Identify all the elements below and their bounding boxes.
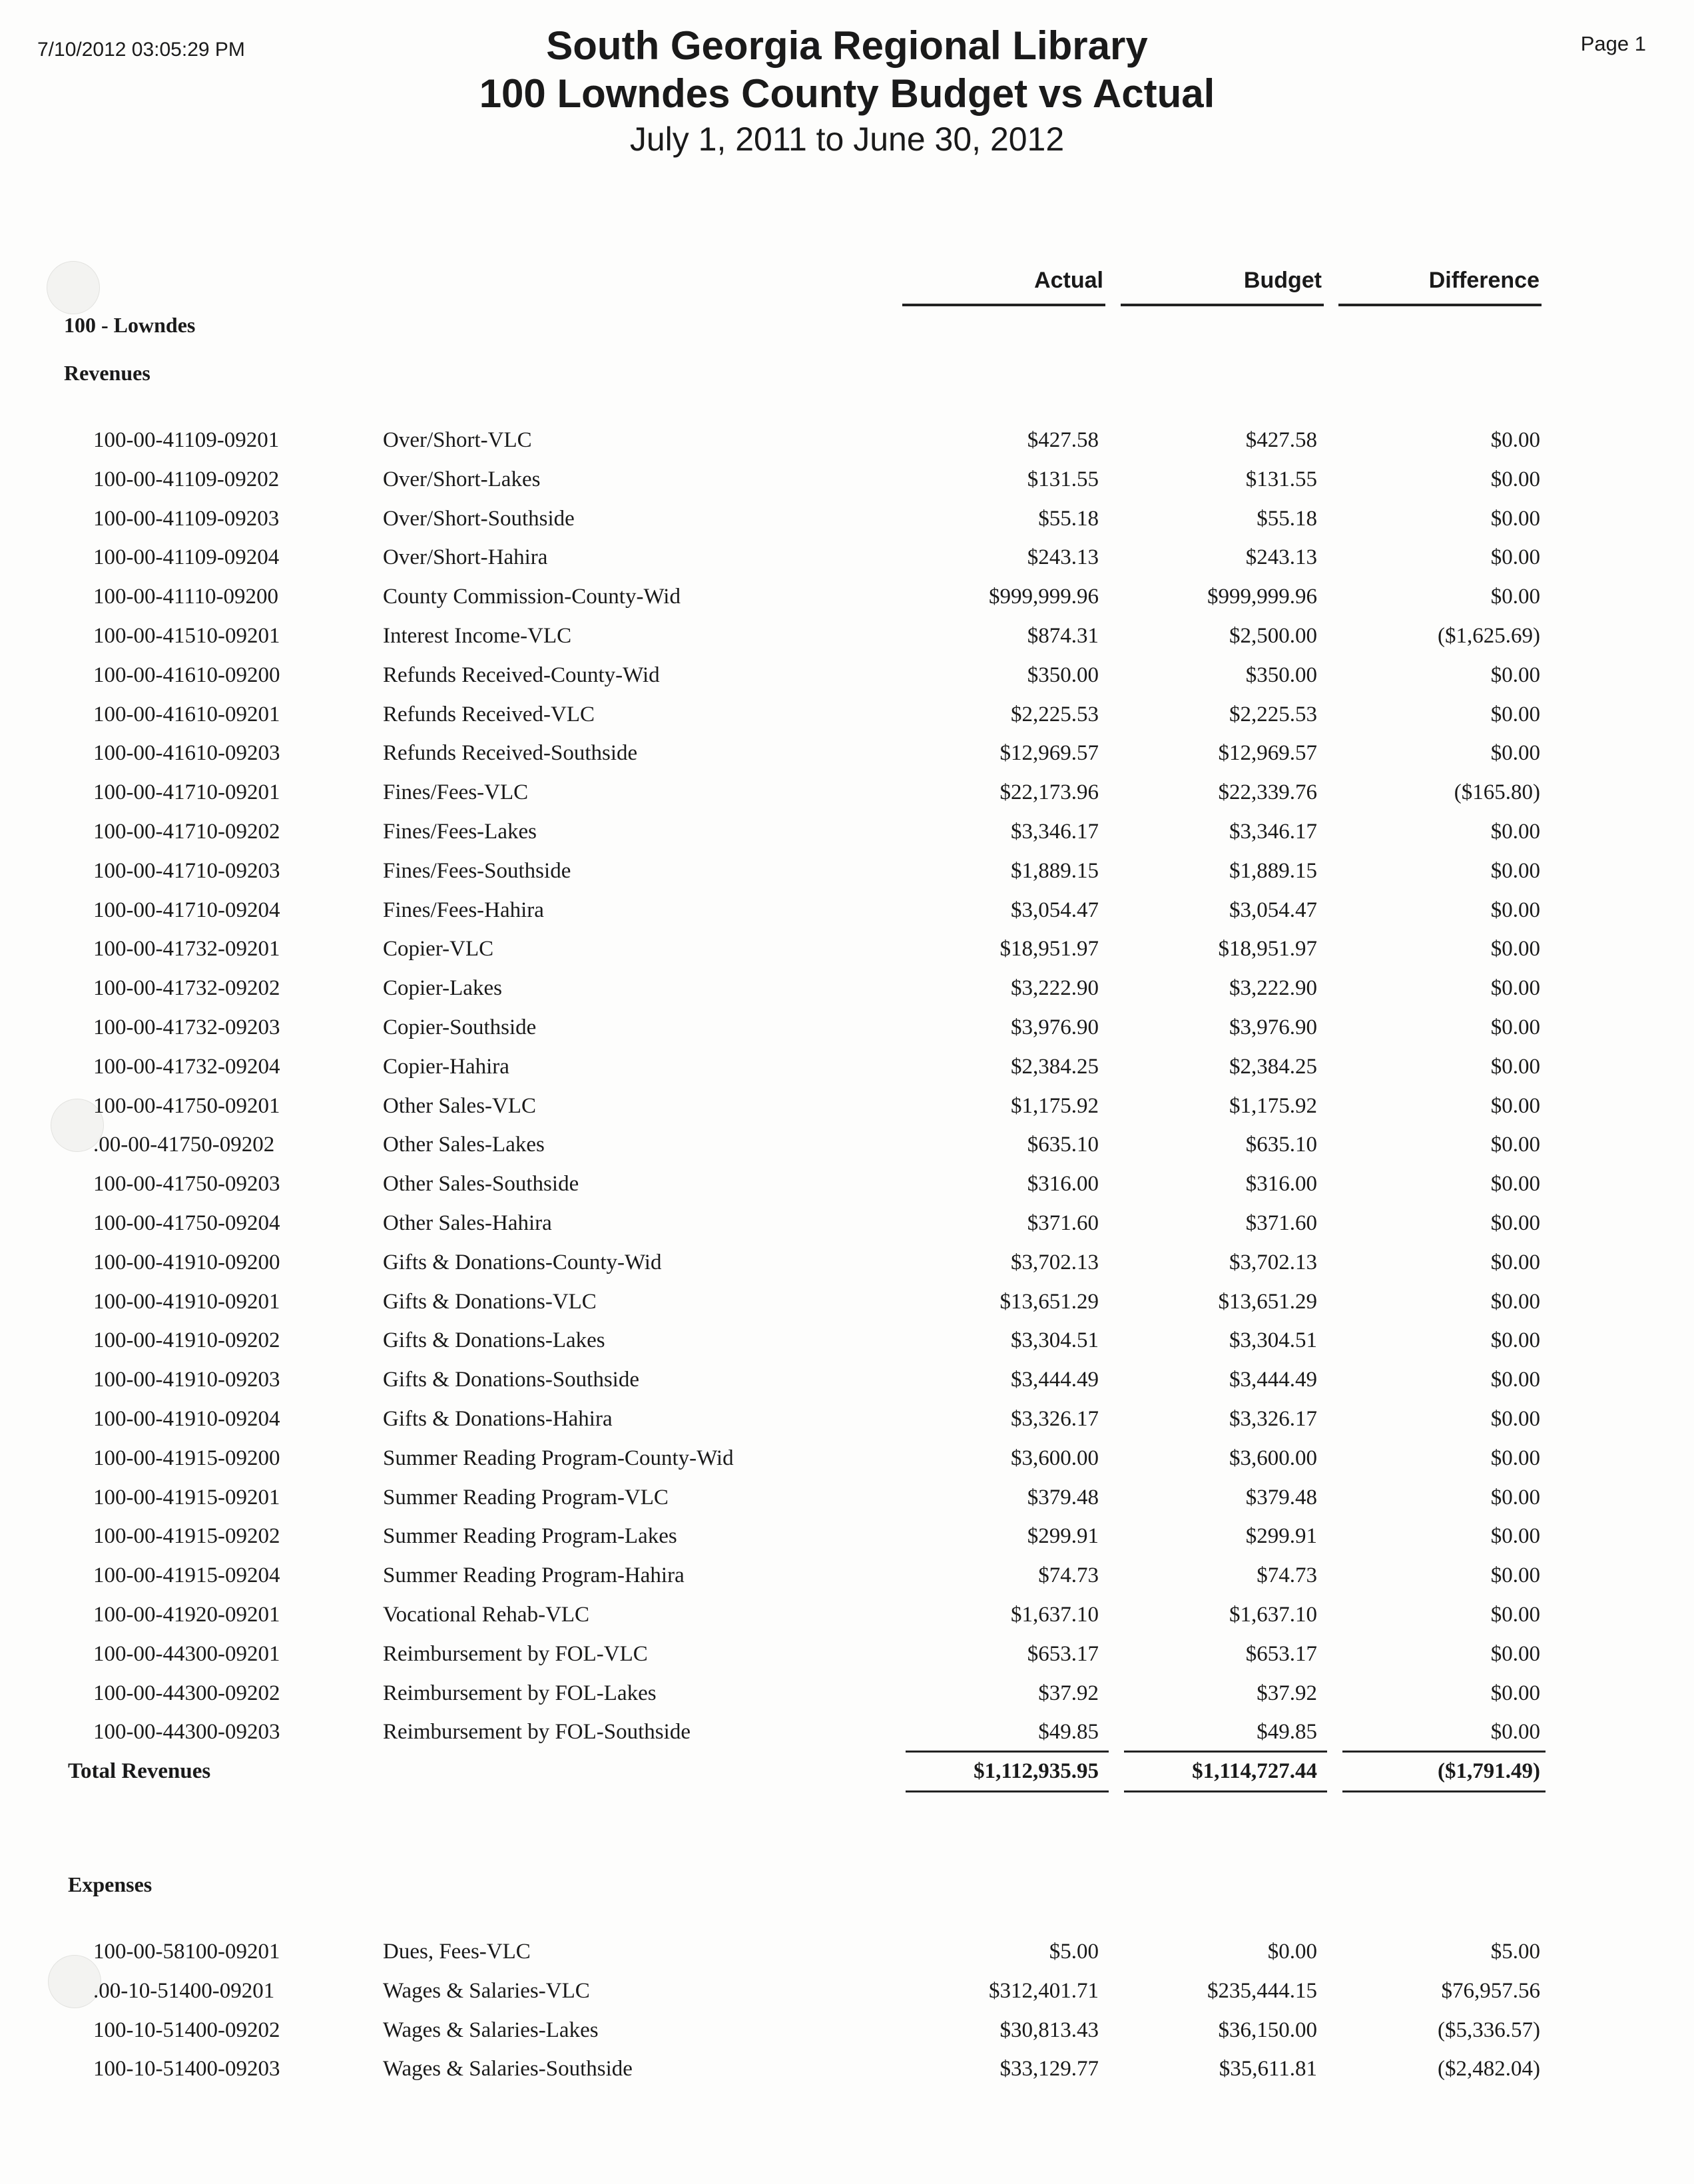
actual-cell: $316.00	[1027, 1172, 1099, 1196]
table-row	[0, 1008, 1694, 1047]
account-code-cell: 100-00-41109-09203	[93, 507, 280, 531]
description-cell: Other Sales-Lakes	[383, 1133, 545, 1157]
table-row	[0, 577, 1694, 616]
budget-cell: $3,346.17	[1229, 820, 1317, 844]
difference-cell: $0.00	[1490, 1328, 1540, 1352]
column-header-difference: Difference	[1428, 268, 1540, 293]
table-row	[0, 812, 1694, 851]
actual-cell: $18,951.97	[999, 937, 1099, 961]
account-code-cell: 100-00-44300-09201	[93, 1642, 280, 1666]
difference-cell: ($5,336.57)	[1438, 2018, 1540, 2042]
actual-cell: $13,651.29	[999, 1290, 1099, 1314]
budget-cell: $36,150.00	[1218, 2018, 1317, 2042]
budget-cell: $3,304.51	[1229, 1328, 1317, 1352]
description-cell: Fines/Fees-Lakes	[383, 820, 537, 844]
description-cell: Summer Reading Program-County-Wid	[383, 1446, 734, 1470]
table-row	[0, 1439, 1694, 1478]
account-code-cell: 100-00-41710-09204	[93, 898, 280, 922]
budget-cell: $3,444.49	[1229, 1368, 1317, 1392]
description-cell: Copier-Hahira	[383, 1055, 509, 1079]
actual-cell: $1,175.92	[1011, 1094, 1099, 1118]
actual-cell: $350.00	[1027, 663, 1099, 687]
description-cell: Refunds Received-Southside	[383, 741, 638, 765]
actual-cell: $635.10	[1027, 1133, 1099, 1157]
table-row	[0, 1713, 1694, 1751]
budget-cell: $55.18	[1257, 507, 1317, 531]
table-row	[0, 656, 1694, 694]
actual-cell: $3,444.49	[1011, 1368, 1099, 1392]
expenses-heading: Expenses	[68, 1872, 152, 1896]
actual-cell: $3,600.00	[1011, 1446, 1099, 1470]
description-cell: Reimbursement by FOL-VLC	[383, 1642, 648, 1666]
budget-cell: $635.10	[1245, 1133, 1317, 1157]
table-row	[0, 1595, 1694, 1634]
description-cell: Vocational Rehab-VLC	[383, 1603, 590, 1627]
budget-cell: $37.92	[1257, 1681, 1317, 1705]
account-code-cell: 100-00-41109-09204	[93, 545, 280, 569]
account-code-cell: 100-00-41750-09203	[93, 1172, 280, 1196]
account-code-cell: 100-00-41910-09201	[93, 1290, 280, 1314]
actual-cell: $22,173.96	[999, 780, 1099, 804]
actual-cell: $1,889.15	[1011, 859, 1099, 883]
fund-heading: 100 - Lowndes	[64, 313, 196, 337]
difference-cell: $0.00	[1490, 937, 1540, 961]
actual-cell: $2,384.25	[1011, 1055, 1099, 1079]
table-row	[0, 852, 1694, 890]
actual-cell: $49.85	[1038, 1720, 1099, 1744]
description-cell: Summer Reading Program-VLC	[383, 1486, 669, 1509]
total-row	[0, 1752, 1694, 1790]
account-code-cell: 100-00-41910-09202	[93, 1328, 280, 1352]
description-cell: County Commission-County-Wid	[383, 585, 681, 609]
budget-cell: $1,637.10	[1229, 1603, 1317, 1627]
actual-cell: $3,326.17	[1011, 1407, 1099, 1431]
budget-cell: $316.00	[1245, 1172, 1317, 1196]
difference-cell: $0.00	[1490, 1368, 1540, 1392]
actual-cell: $5.00	[1049, 1940, 1099, 1964]
table-row	[0, 773, 1694, 812]
table-row	[0, 734, 1694, 772]
column-header-actual: Actual	[1034, 268, 1103, 293]
revenues-heading: Revenues	[64, 361, 150, 385]
description-cell: Copier-Lakes	[383, 976, 502, 1000]
difference-cell: $0.00	[1490, 1446, 1540, 1470]
difference-cell: $0.00	[1490, 545, 1540, 569]
table-row	[0, 1087, 1694, 1125]
account-code-cell: 100-00-41915-09204	[93, 1563, 280, 1587]
table-row	[0, 499, 1694, 538]
budget-cell: $74.73	[1257, 1563, 1317, 1587]
description-cell: Over/Short-Hahira	[383, 545, 548, 569]
table-row	[0, 1282, 1694, 1321]
actual-cell: $427.58	[1027, 428, 1099, 452]
table-row	[0, 1478, 1694, 1517]
table-row	[0, 1400, 1694, 1438]
budget-cell: $13,651.29	[1218, 1290, 1317, 1314]
account-code-cell: 100-00-58100-09201	[93, 1940, 280, 1964]
table-row	[0, 1243, 1694, 1282]
actual-cell: $3,976.90	[1011, 1015, 1099, 1039]
table-row	[0, 460, 1694, 499]
description-cell: Summer Reading Program-Hahira	[383, 1563, 685, 1587]
description-cell: Fines/Fees-VLC	[383, 780, 529, 804]
description-cell: Gifts & Donations-County-Wid	[383, 1250, 662, 1274]
budget-cell: $3,702.13	[1229, 1250, 1317, 1274]
difference-cell: $0.00	[1490, 1407, 1540, 1431]
budget-cell: $22,339.76	[1218, 780, 1317, 804]
budget-cell: $379.48	[1245, 1486, 1317, 1509]
difference-cell: $0.00	[1490, 741, 1540, 765]
table-row	[0, 1165, 1694, 1203]
actual-cell: $653.17	[1027, 1642, 1099, 1666]
account-code-cell: 100-00-44300-09203	[93, 1720, 280, 1744]
table-row	[0, 930, 1694, 968]
actual-cell: $2,225.53	[1011, 702, 1099, 726]
description-cell: Fines/Fees-Southside	[383, 859, 571, 883]
difference-cell: $0.00	[1490, 1563, 1540, 1587]
budget-cell: $235,444.15	[1207, 1979, 1317, 2003]
difference-cell: ($1,625.69)	[1438, 624, 1540, 648]
description-cell: Copier-VLC	[383, 937, 494, 961]
description-cell: Reimbursement by FOL-Lakes	[383, 1681, 657, 1705]
difference-cell: $0.00	[1490, 1015, 1540, 1039]
difference-cell: ($2,482.04)	[1438, 2057, 1540, 2081]
table-row	[0, 1972, 1694, 2010]
difference-cell: $0.00	[1490, 1094, 1540, 1118]
budget-cell: $3,600.00	[1229, 1446, 1317, 1470]
budget-cell: $299.91	[1245, 1524, 1317, 1548]
account-code-cell: 100-00-41610-09200	[93, 663, 280, 687]
account-code-cell: 100-00-41915-09202	[93, 1524, 280, 1548]
difference-cell: $0.00	[1490, 1486, 1540, 1509]
actual-cell: $243.13	[1027, 545, 1099, 569]
budget-cell: $243.13	[1245, 545, 1317, 569]
table-row	[0, 538, 1694, 577]
table-row	[0, 1047, 1694, 1086]
table-row	[0, 1635, 1694, 1673]
difference-cell: $0.00	[1490, 859, 1540, 883]
difference-cell: $0.00	[1490, 1681, 1540, 1705]
budget-cell: $12,969.57	[1218, 741, 1317, 765]
page-number: Page 1	[1580, 32, 1646, 55]
actual-cell: $3,702.13	[1011, 1250, 1099, 1274]
budget-cell: $999,999.96	[1207, 585, 1317, 609]
difference-cell: $0.00	[1490, 585, 1540, 609]
difference-cell: $76,957.56	[1441, 1979, 1540, 2003]
budget-cell: $49.85	[1257, 1720, 1317, 1744]
account-code-cell: 100-00-41915-09201	[93, 1486, 280, 1509]
account-code-cell: 100-00-41915-09200	[93, 1446, 280, 1470]
account-code-cell: 100-00-41710-09203	[93, 859, 280, 883]
account-code-cell: 100-00-41910-09203	[93, 1368, 280, 1392]
budget-cell: $3,976.90	[1229, 1015, 1317, 1039]
account-code-cell: 100-00-41610-09201	[93, 702, 280, 726]
account-code-cell: 100-00-41710-09202	[93, 820, 280, 844]
difference-cell: $0.00	[1490, 1250, 1540, 1274]
account-code-cell: 100-00-41750-09204	[93, 1211, 280, 1235]
account-code-cell: 100-00-41109-09201	[93, 428, 280, 452]
total-rule-bottom	[1124, 1790, 1327, 1792]
actual-cell: $3,346.17	[1011, 820, 1099, 844]
budget-cell: $18,951.97	[1218, 937, 1317, 961]
actual-cell: $33,129.77	[999, 2057, 1099, 2081]
table-row	[0, 1125, 1694, 1164]
description-cell: Over/Short-VLC	[383, 428, 532, 452]
actual-cell: $999,999.96	[989, 585, 1099, 609]
account-code-cell: 100-10-51400-09202	[93, 2018, 280, 2042]
difference-cell: $0.00	[1490, 1290, 1540, 1314]
difference-cell: $5.00	[1490, 1940, 1540, 1964]
table-row	[0, 969, 1694, 1007]
total-label: Total Revenues	[68, 1759, 211, 1783]
total-rule-bottom	[906, 1790, 1109, 1792]
budget-cell: $3,222.90	[1229, 976, 1317, 1000]
account-code-cell: .00-00-41750-09202	[93, 1133, 275, 1157]
table-row	[0, 421, 1694, 459]
table-row	[0, 1556, 1694, 1595]
budget-cell: $2,384.25	[1229, 1055, 1317, 1079]
actual-cell: $131.55	[1027, 467, 1099, 491]
table-row	[0, 1674, 1694, 1713]
description-cell: Wages & Salaries-VLC	[383, 1979, 590, 2003]
actual-cell: $30,813.43	[999, 2018, 1099, 2042]
table-row	[0, 1321, 1694, 1360]
difference-cell: $0.00	[1490, 1172, 1540, 1196]
table-row	[0, 1517, 1694, 1555]
actual-cell: $55.18	[1038, 507, 1099, 531]
description-cell: Summer Reading Program-Lakes	[383, 1524, 677, 1548]
table-row	[0, 1360, 1694, 1399]
difference-cell: $0.00	[1490, 702, 1540, 726]
actual-cell: $312,401.71	[989, 1979, 1099, 2003]
budget-cell: $1,175.92	[1229, 1094, 1317, 1118]
description-cell: Other Sales-Southside	[383, 1172, 579, 1196]
budget-cell: $371.60	[1245, 1211, 1317, 1235]
description-cell: Gifts & Donations-VLC	[383, 1290, 597, 1314]
account-code-cell: .00-10-51400-09201	[93, 1979, 275, 2003]
difference-cell: $0.00	[1490, 1133, 1540, 1157]
account-code-cell: 100-00-41732-09202	[93, 976, 280, 1000]
report-datetime: 7/10/2012 03:05:29 PM	[37, 39, 245, 61]
description-cell: Fines/Fees-Hahira	[383, 898, 544, 922]
difference-cell: ($165.80)	[1454, 780, 1540, 804]
account-code-cell: 100-00-41710-09201	[93, 780, 280, 804]
budget-cell: $3,054.47	[1229, 898, 1317, 922]
account-code-cell: 100-00-41920-09201	[93, 1603, 280, 1627]
report-period: July 1, 2011 to June 30, 2012	[629, 121, 1065, 158]
table-row	[0, 2011, 1694, 2049]
difference-cell: $0.00	[1490, 1055, 1540, 1079]
actual-cell: $3,304.51	[1011, 1328, 1099, 1352]
budget-cell: $35,611.81	[1219, 2057, 1317, 2081]
description-cell: Dues, Fees-VLC	[383, 1940, 531, 1964]
description-cell: Wages & Salaries-Lakes	[383, 2018, 599, 2042]
table-row	[0, 1204, 1694, 1242]
difference-cell: $0.00	[1490, 1642, 1540, 1666]
report-subtitle: 100 Lowndes County Budget vs Actual	[479, 71, 1215, 116]
actual-cell: $3,054.47	[1011, 898, 1099, 922]
account-code-cell: 100-00-41109-09202	[93, 467, 280, 491]
description-cell: Refunds Received-VLC	[383, 702, 595, 726]
budget-cell: $427.58	[1245, 428, 1317, 452]
account-code-cell: 100-00-41510-09201	[93, 624, 280, 648]
account-code-cell: 100-00-44300-09202	[93, 1681, 280, 1705]
actual-cell: $1,112,935.95	[974, 1759, 1099, 1783]
difference-cell: $0.00	[1490, 898, 1540, 922]
description-cell: Gifts & Donations-Lakes	[383, 1328, 605, 1352]
description-cell: Refunds Received-County-Wid	[383, 663, 660, 687]
account-code-cell: 100-00-41750-09201	[93, 1094, 280, 1118]
actual-cell: $74.73	[1038, 1563, 1099, 1587]
description-cell: Over/Short-Lakes	[383, 467, 541, 491]
report-title: South Georgia Regional Library	[546, 23, 1148, 68]
actual-cell: $37.92	[1038, 1681, 1099, 1705]
table-row	[0, 1932, 1694, 1971]
budget-cell: $1,114,727.44	[1192, 1759, 1317, 1783]
account-code-cell: 100-00-41910-09200	[93, 1250, 280, 1274]
actual-cell: $371.60	[1027, 1211, 1099, 1235]
description-cell: Wages & Salaries-Southside	[383, 2057, 633, 2081]
account-code-cell: 100-00-41732-09203	[93, 1015, 280, 1039]
difference-cell: $0.00	[1490, 1603, 1540, 1627]
table-row	[0, 695, 1694, 734]
budget-cell: $350.00	[1245, 663, 1317, 687]
difference-cell: $0.00	[1490, 1720, 1540, 1744]
difference-cell: $0.00	[1490, 1211, 1540, 1235]
description-cell: Other Sales-VLC	[383, 1094, 537, 1118]
budget-cell: $2,225.53	[1229, 702, 1317, 726]
account-code-cell: 100-00-41732-09201	[93, 937, 280, 961]
actual-cell: $1,637.10	[1011, 1603, 1099, 1627]
account-code-cell: 100-00-41732-09204	[93, 1055, 280, 1079]
account-code-cell: 100-00-41910-09204	[93, 1407, 280, 1431]
budget-cell: $131.55	[1245, 467, 1317, 491]
actual-cell: $299.91	[1027, 1524, 1099, 1548]
table-row	[0, 891, 1694, 930]
budget-cell: $2,500.00	[1229, 624, 1317, 648]
difference-cell: $0.00	[1490, 820, 1540, 844]
budget-cell: $1,889.15	[1229, 859, 1317, 883]
description-cell: Other Sales-Hahira	[383, 1211, 552, 1235]
difference-cell: $0.00	[1490, 1524, 1540, 1548]
difference-cell: $0.00	[1490, 507, 1540, 531]
budget-cell: $0.00	[1267, 1940, 1317, 1964]
actual-cell: $379.48	[1027, 1486, 1099, 1509]
table-row	[0, 617, 1694, 655]
actual-cell: $874.31	[1027, 624, 1099, 648]
difference-cell: ($1,791.49)	[1438, 1759, 1540, 1783]
description-cell: Over/Short-Southside	[383, 507, 575, 531]
total-rule-bottom	[1342, 1790, 1546, 1792]
account-code-cell: 100-00-41610-09203	[93, 741, 280, 765]
description-cell: Reimbursement by FOL-Southside	[383, 1720, 691, 1744]
difference-cell: $0.00	[1490, 467, 1540, 491]
actual-cell: $12,969.57	[999, 741, 1099, 765]
account-code-cell: 100-10-51400-09203	[93, 2057, 280, 2081]
difference-cell: $0.00	[1490, 663, 1540, 687]
column-header-budget: Budget	[1243, 268, 1322, 293]
description-cell: Interest Income-VLC	[383, 624, 572, 648]
description-cell: Gifts & Donations-Hahira	[383, 1407, 613, 1431]
description-cell: Copier-Southside	[383, 1015, 537, 1039]
description-cell: Gifts & Donations-Southside	[383, 1368, 639, 1392]
difference-cell: $0.00	[1490, 428, 1540, 452]
difference-cell: $0.00	[1490, 976, 1540, 1000]
account-code-cell: 100-00-41110-09200	[93, 585, 279, 609]
table-row	[0, 2049, 1694, 2088]
budget-cell: $3,326.17	[1229, 1407, 1317, 1431]
budget-cell: $653.17	[1245, 1642, 1317, 1666]
actual-cell: $3,222.90	[1011, 976, 1099, 1000]
